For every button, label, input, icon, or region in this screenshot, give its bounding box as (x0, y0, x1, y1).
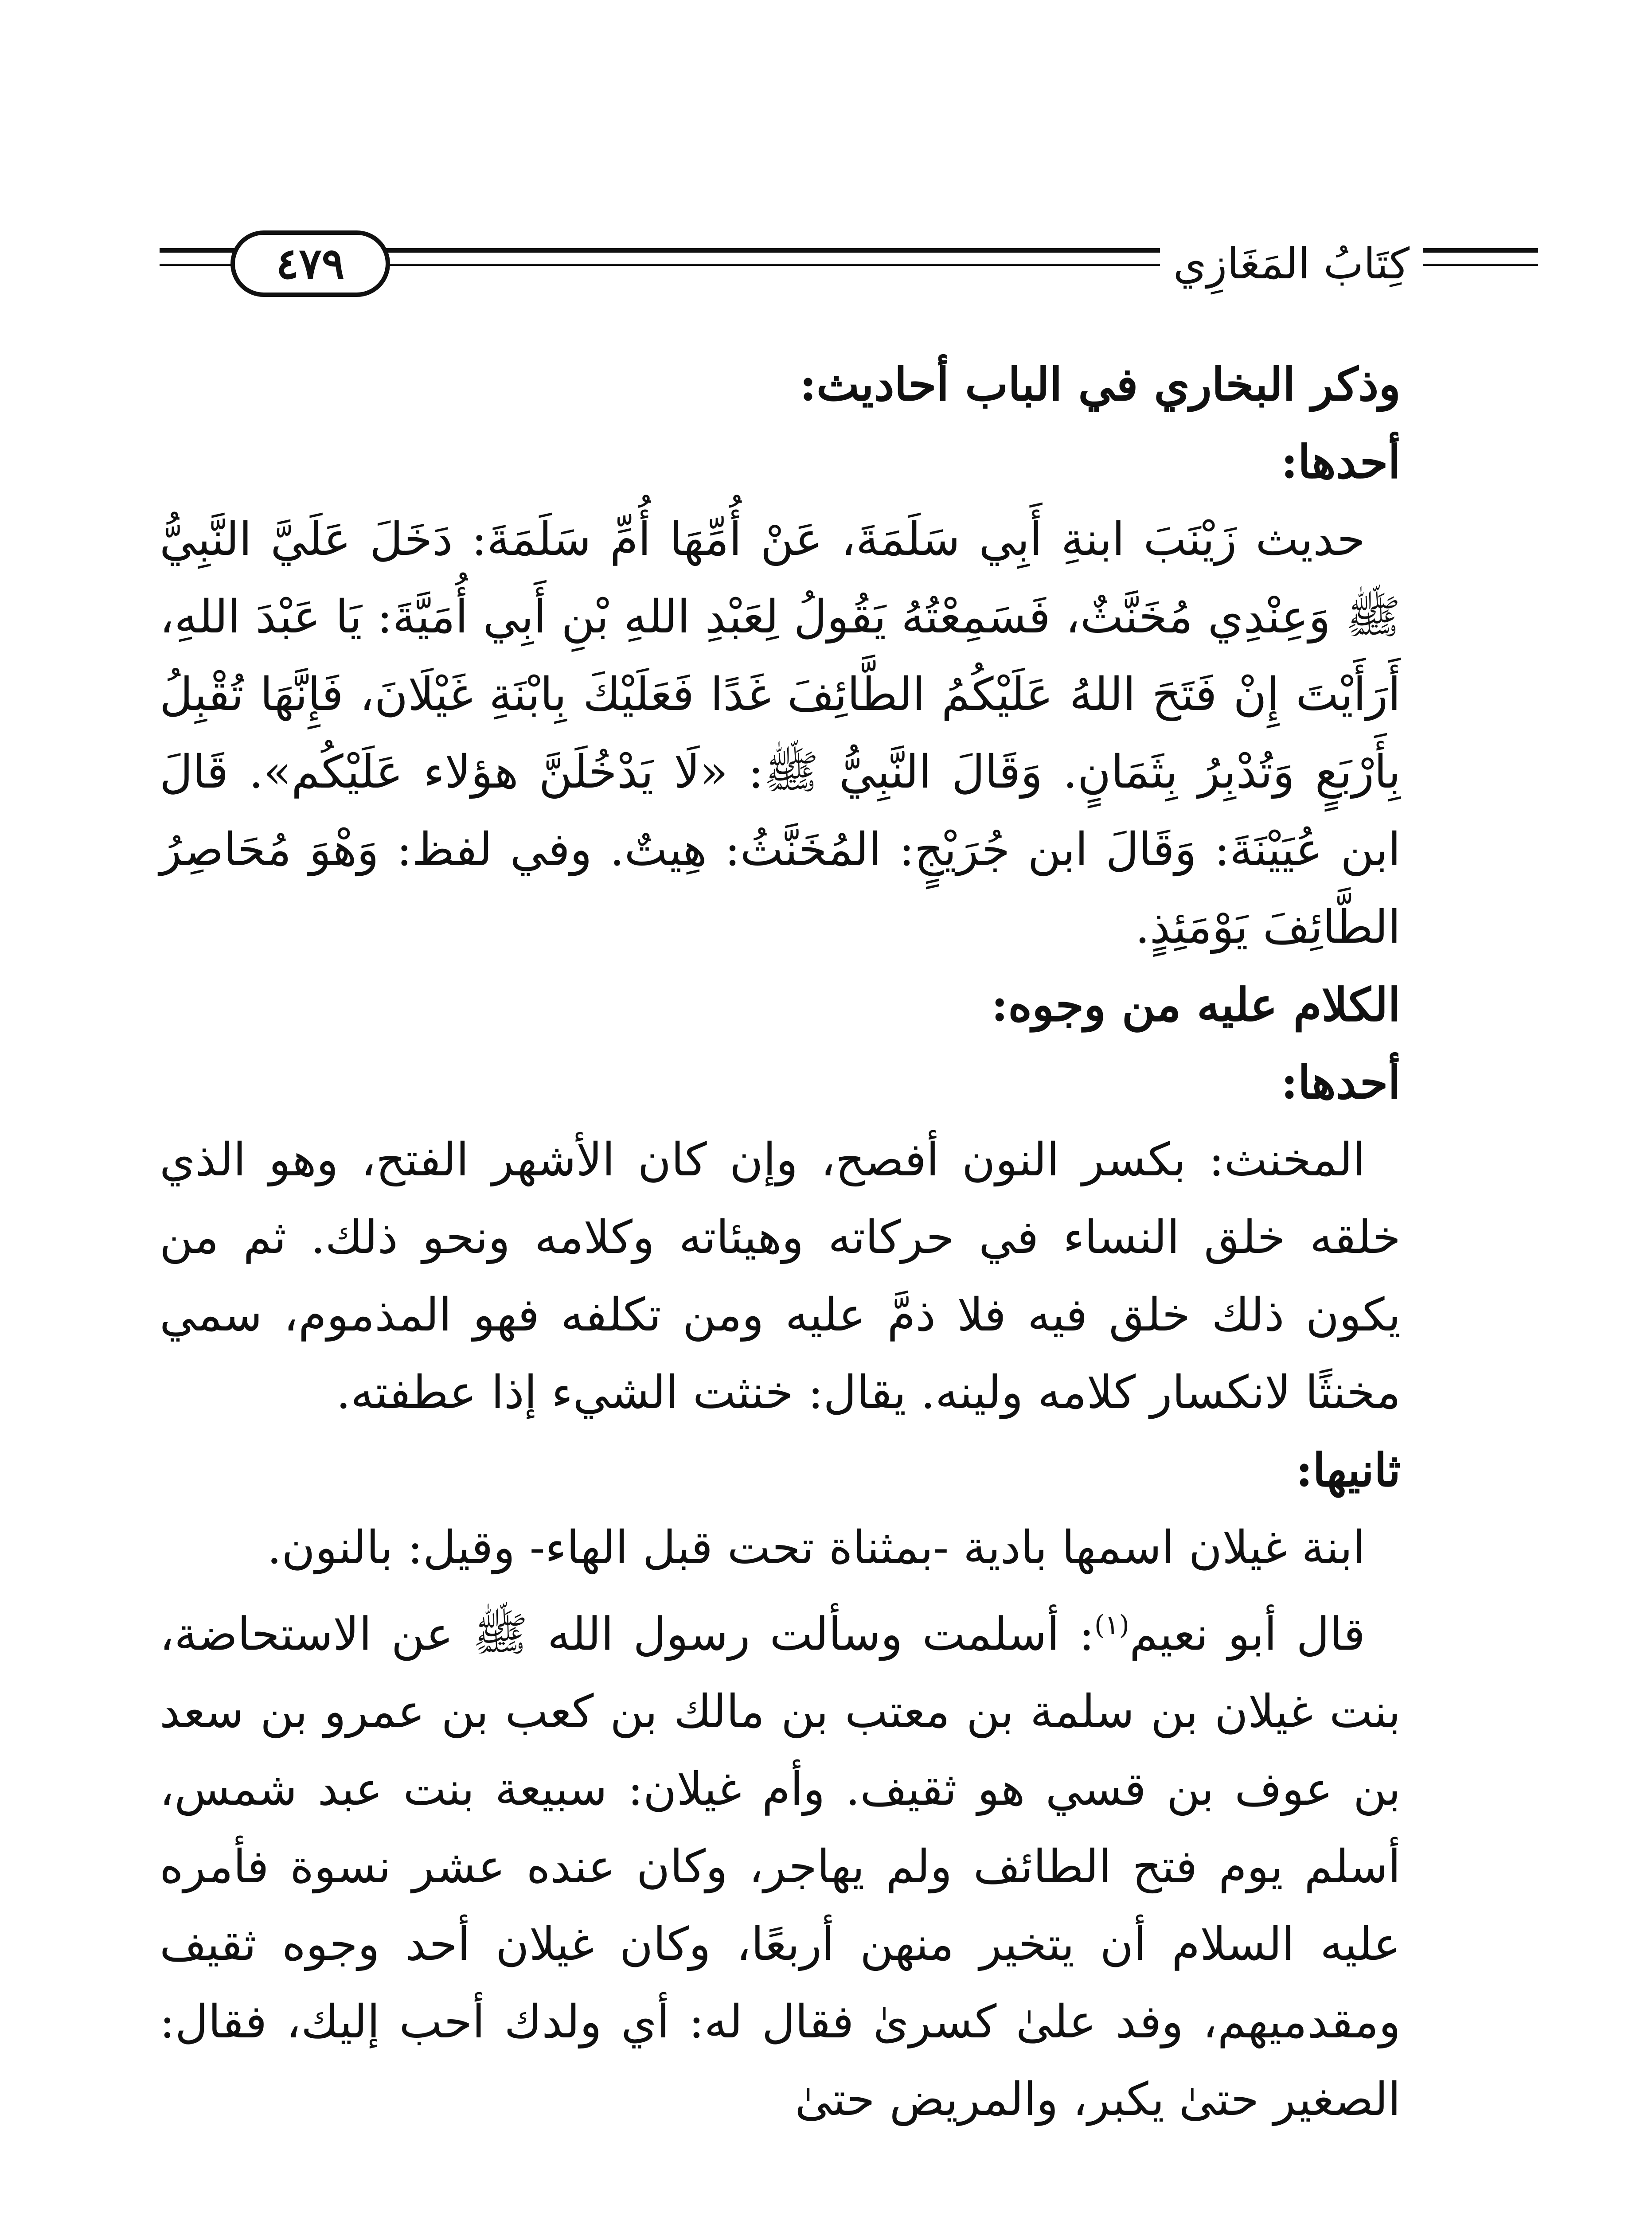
header-rule-left-thick (160, 248, 239, 253)
book-title: كِتَابُ المَغَازِي (1160, 239, 1423, 288)
page-number: ٤٧٩ (276, 238, 345, 289)
footnote-reference: (١) (1094, 1610, 1129, 1641)
page-number-frame (230, 230, 390, 297)
heading-second: ثانيها: (1296, 1444, 1401, 1497)
intro-line: وذكر البخاري في الباب أحاديث: (799, 358, 1401, 411)
heading-discussion: الكلام عليه من وجوه: (991, 978, 1401, 1032)
hadith-paragraph: حديث زَيْنَبَ ابنةِ أَبِي سَلَمَةَ، عَنْ أُمِّهَا أُمِّ سَلَمَةَ: دَخَلَ عَلَيَّ النَّبِيُّ ﷺ وَعِنْدِي مُخَنَّثٌ، فَسَمِعْتُهُ يَقُولُ لِعَبْدِ اللهِ بْنِ أَبِي أُمَيَّةَ: يَا عَبْدَ اللهِ، أَرَأَيْتَ إِنْ فَتَحَ اللهُ عَلَيْكُمُ الطَّائِفَ غَدًا فَعَلَيْكَ بِابْنَةِ غَيْلَانَ، فَإِنَّهَا تُقْبِلُ بِأَرْبَعٍ وَتُدْبِرُ بِثَمَانٍ. وَقَالَ النَّبِيُّ ﷺ: «لَا يَدْخُلَنَّ هؤلاء عَلَيْكُم». قَالَ ابن عُيَيْنَةَ: وَقَالَ ابن جُرَيْجٍ: المُخَنَّثُ: هِيتٌ. وفي لفظ: وَهْوَ مُحَاصِرُ الطَّائِفَ يَوْمَئِذٍ. (160, 513, 1401, 954)
heading-first: أحدها: (1281, 435, 1401, 489)
header-rule-middle-thin (381, 264, 1068, 266)
mukhannath-paragraph: المخنث: بكسر النون أفصح، وإن كان الأشهر الفتح، وهو الذي خلقه خلق النساء في حركاته وهيئاته وكلامه ونحو ذلك. ثم من يكون ذلك خلق فيه فلا ذمَّ عليه ومن تكلفه فهو المذموم، سمي مخنثًا لانكسار كلامه ولينه. يقال: خنثت الشيء إذا عطفته. (160, 1133, 1401, 1419)
heading-first-2: أحدها: (1281, 1056, 1401, 1109)
abu-nuaim-text: : أسلمت وسألت رسول الله ﷺ عن الاستحاضة، بنت غيلان بن سلمة بن معتب بن مالك بن كعب بن عمرو بن سعد بن عوف بن قسي هو ثقيف. وأم غيلان: سبيعة بنت عبد شمس، أسلم يوم فتح الطائف ولم يهاجر، وكان عنده عشر نسوة فأمره عليه السلام أن يتخير منهن أربعًا، وكان غيلان أحد وجوه ثقيف ومقدميهم، وفد علىٰ كسرىٰ فقال له: أي ولدك أحب إليك، فقال: الصغير حتىٰ يكبر، والمريض حتىٰ (160, 1607, 1401, 2126)
ghaylan-name-paragraph: ابنة غيلان اسمها بادية -بمثناة تحت قبل الهاء- وقيل: بالنون. (267, 1521, 1365, 1574)
header-rule-middle-thick (381, 248, 1068, 253)
main-text (160, 346, 1401, 2138)
header-rule-left-thin (160, 264, 239, 266)
running-header (133, 222, 1538, 310)
abu-nuaim-prefix: قال أبو نعيم (1129, 1607, 1365, 1661)
abu-nuaim-paragraph (160, 1587, 1401, 2138)
